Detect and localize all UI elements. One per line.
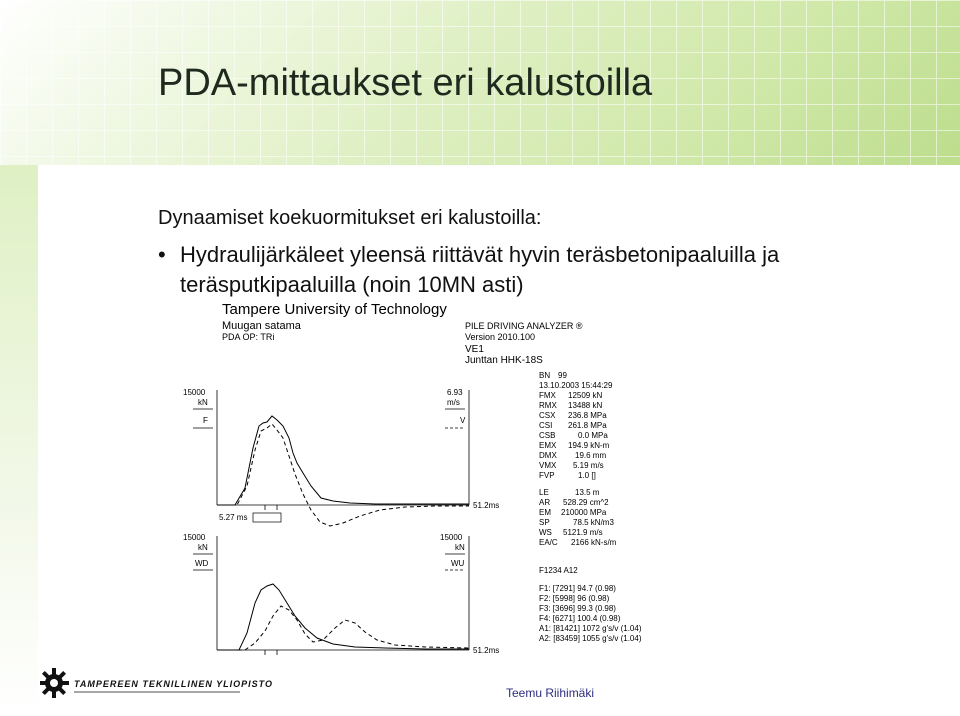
result-a-val-7: 194.9 kN-m xyxy=(568,441,610,450)
sensors-header: F1234 A12 xyxy=(539,566,578,575)
top-right-unit: m/s xyxy=(447,398,460,407)
pda-site: Muugan satama xyxy=(222,320,301,332)
result-a-val-8: 19.6 mm xyxy=(575,451,607,460)
wave-down-trace xyxy=(217,584,469,650)
slide-title: PDA-mittaukset eri kalustoilla xyxy=(158,62,653,104)
result-a-key-3: RMX xyxy=(539,401,557,410)
pda-analyzer: PILE DRIVING ANALYZER ® xyxy=(465,321,583,331)
sensor-line-2: F3: [3696] 99.3 (0.98) xyxy=(539,604,616,613)
tut-logo xyxy=(40,666,300,700)
pda-operator: PDA OP: TRi xyxy=(222,332,275,342)
results-b-group xyxy=(539,488,617,547)
bullet-symbol: • xyxy=(158,242,166,267)
result-a-val-9: 5.19 m/s xyxy=(573,461,604,470)
tut-logo-mark-icon xyxy=(40,668,69,698)
sensor-line-3: F4: [6271] 100.4 (0.98) xyxy=(539,614,621,623)
force-trace xyxy=(217,416,469,505)
result-a-val-4: 236.8 MPa xyxy=(568,411,607,420)
top-left-signal: F xyxy=(203,416,208,425)
result-b-key-3: SP xyxy=(539,518,550,527)
result-a-key-4: CSX xyxy=(539,411,556,420)
result-b-key-0: LE xyxy=(539,488,549,497)
result-a-key-9: VMX xyxy=(539,461,557,470)
result-a-val-2: 12509 kN xyxy=(568,391,603,400)
result-b-key-4: WS xyxy=(539,528,552,537)
pda-university: Tampere University of Technology xyxy=(222,301,447,318)
result-b-val-4: 5121.9 m/s xyxy=(563,528,603,537)
top-left-unit: kN xyxy=(198,398,208,407)
result-b-val-1: 528.29 cm^2 xyxy=(563,498,609,507)
time-box xyxy=(253,513,281,522)
result-a-val-3: 13488 kN xyxy=(568,401,603,410)
pda-figure xyxy=(175,298,695,660)
top-left-scale: 15000 xyxy=(183,388,206,397)
footer-author: Teemu Riihimäki xyxy=(506,686,595,700)
result-a-key-2: FMX xyxy=(539,391,556,400)
sensor-line-1: F2: [5998] 96 (0.98) xyxy=(539,594,610,603)
result-b-val-2: 210000 MPa xyxy=(561,508,607,517)
result-b-key-1: AR xyxy=(539,498,551,507)
bottom-left-scale: 15000 xyxy=(183,533,206,542)
pda-version: Version 2010.100 xyxy=(465,332,536,342)
slide-subtitle: Dynaamiset koekuormitukset eri kalustoilla: xyxy=(158,207,542,229)
wave-up-trace xyxy=(217,606,469,650)
results-a-group xyxy=(539,371,613,480)
sensor-line-5: A2: [83459] 1055 g's/v (1.04) xyxy=(539,634,642,643)
result-a-key-10: FVP xyxy=(539,471,555,480)
bottom-right-scale: 15000 xyxy=(440,533,463,542)
result-a-val-6: 0.0 MPa xyxy=(578,431,608,440)
bottom-left-unit: kN xyxy=(198,543,208,552)
sensor-line-4: A1: [81421] 1072 g's/v (1.04) xyxy=(539,624,642,633)
top-time-start: 5.27 ms xyxy=(219,513,248,522)
left-decor-stripe xyxy=(0,165,38,716)
velocity-trace xyxy=(217,424,469,526)
result-b-val-0: 13.5 m xyxy=(575,488,600,497)
result-b-key-5: EA/C xyxy=(539,538,558,547)
result-a-val-10: 1.0 [] xyxy=(578,471,596,480)
sensor-line-0: F1: [7291] 94.7 (0.98) xyxy=(539,584,616,593)
result-a-key-7: EMX xyxy=(539,441,557,450)
bullet-text: Hydraulijärkäleet yleensä riittävät hyvin teräsbetonipaaluilla ja teräsputkipaaluilla (noin 10MN asti) xyxy=(180,242,780,297)
top-time-end: 51.2ms xyxy=(473,501,500,510)
tut-logo-text: TAMPEREEN TEKNILLINEN YLIOPISTO xyxy=(74,679,274,689)
result-b-val-3: 78.5 kN/m3 xyxy=(573,518,614,527)
bullet-item xyxy=(158,240,948,300)
bottom-right-unit: kN xyxy=(455,543,465,552)
pda-hammer: Junttan HHK-18S xyxy=(465,355,543,366)
result-a-key-8: DMX xyxy=(539,451,557,460)
result-a-key-1: 13.10.2003 15:44:29 xyxy=(539,381,613,390)
result-a-val-5: 261.8 MPa xyxy=(568,421,607,430)
result-a-val-0: 99 xyxy=(558,371,567,380)
result-b-key-2: EM xyxy=(539,508,551,517)
top-right-signal: V xyxy=(460,416,466,425)
bottom-right-signal: WU xyxy=(451,559,465,568)
bottom-time-end: 51.2ms xyxy=(473,646,500,655)
result-a-key-5: CSI xyxy=(539,421,553,430)
sensors-group xyxy=(539,566,642,643)
top-right-scale: 6.93 xyxy=(447,388,463,397)
result-b-val-5: 2166 kN-s/m xyxy=(571,538,617,547)
bottom-left-signal: WD xyxy=(195,559,209,568)
result-a-key-6: CSB xyxy=(539,431,556,440)
pda-ve: VE1 xyxy=(465,344,484,355)
result-a-key-0: BN xyxy=(539,371,551,380)
